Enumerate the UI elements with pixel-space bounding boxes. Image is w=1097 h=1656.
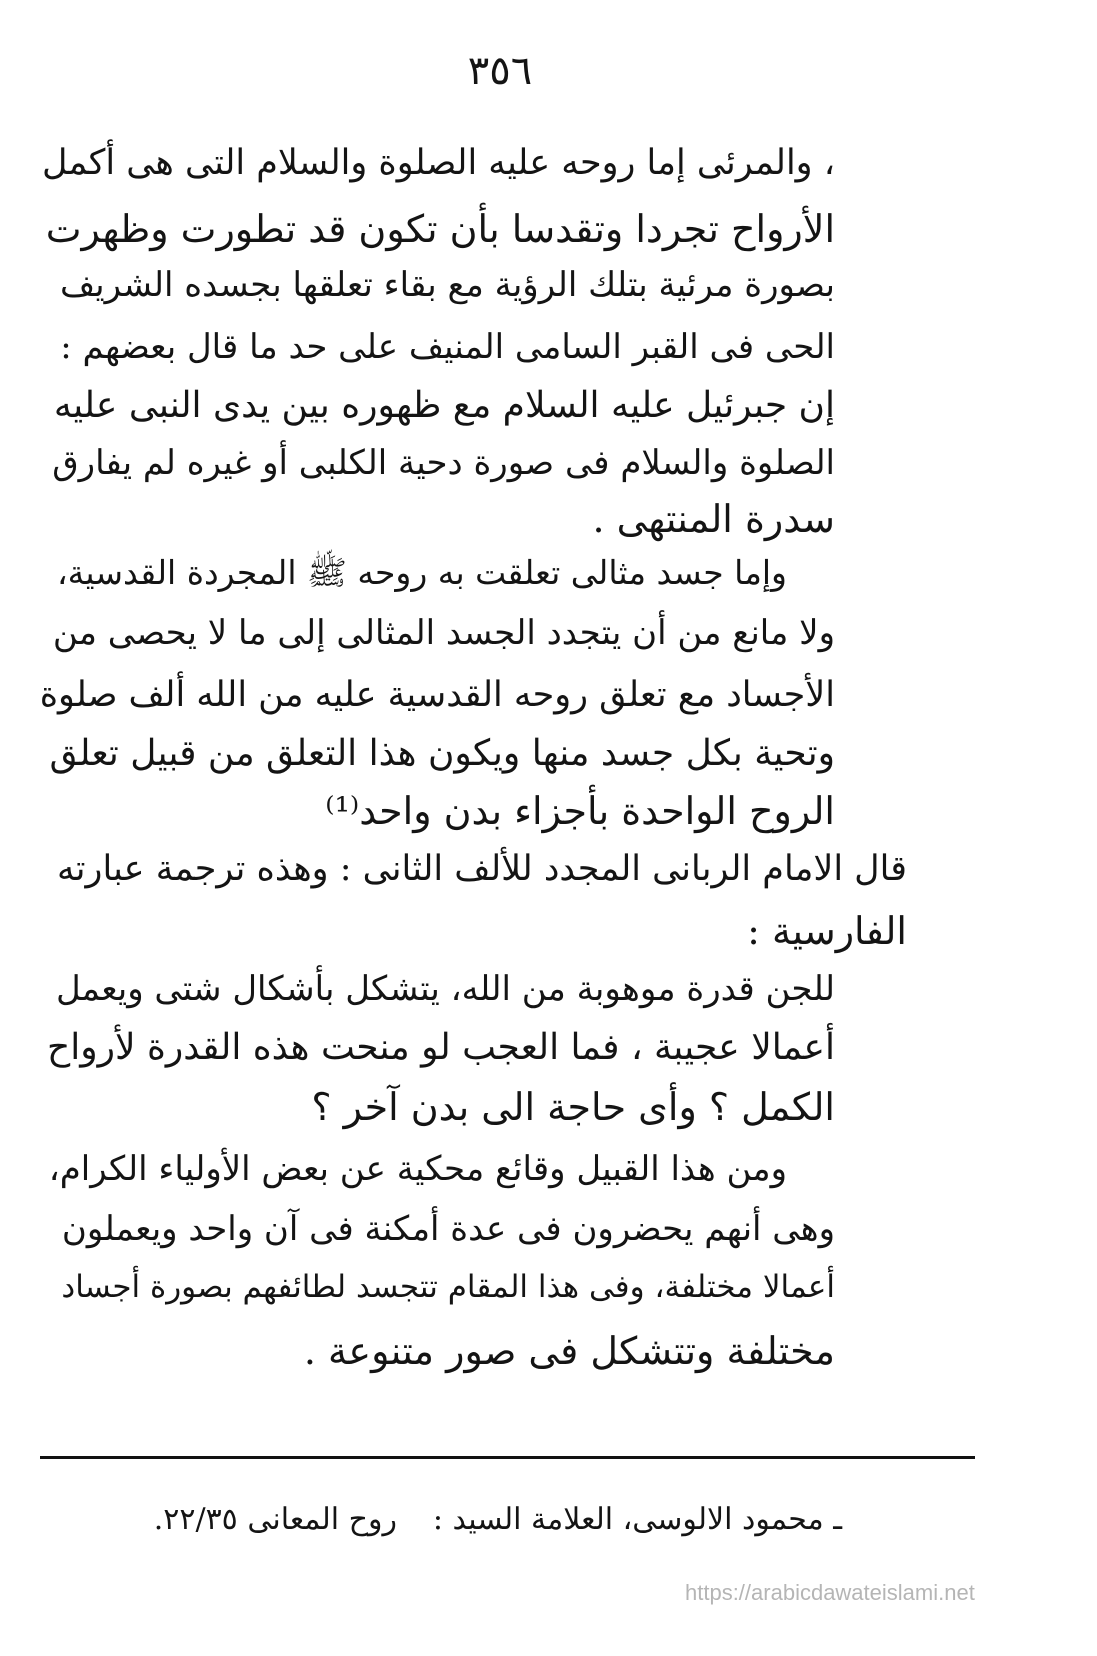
text-line-19: وهى أنهم يحضرون فى عدة أمكنة فى آن واحد ويعملون bbox=[61, 1209, 835, 1249]
quote-line-1: للجن قدرة موهوبة من الله، يتشكل بأشكال شتى ويعمل bbox=[55, 969, 835, 1009]
text-line-9: ولا مانع من أن يتجدد الجسد المثالى إلى ما لا يحصى من bbox=[52, 613, 835, 653]
text-line-11: وتحية بكل جسد منها ويكون هذا التعلق من قبيل تعلق bbox=[49, 733, 835, 774]
footnote-source: روح المعانى ٢٢/٣٥. bbox=[153, 1502, 397, 1537]
text-line-18: ومن هذا القبيل وقائع محكية عن بعض الأولياء الكرام، bbox=[48, 1149, 787, 1189]
text-line-3: بصورة مرئية بتلك الرؤية مع بقاء تعلقها بجسده الشريف bbox=[59, 265, 835, 305]
text-line-21: مختلفة وتتشكل فى صور متنوعة . bbox=[303, 1329, 835, 1373]
quote-line-3: الكمل ؟ وأى حاجة الى بدن آخر ؟ bbox=[311, 1085, 835, 1129]
text-line-1: ، والمرئى إما روحه عليه الصلوة والسلام التى هى أكمل bbox=[41, 143, 835, 183]
watermark-url: https://arabicdawateislami.net bbox=[685, 1580, 975, 1605]
text-line-5: إن جبرئيل عليه السلام مع ظهوره بين يدى النبى عليه bbox=[53, 385, 835, 426]
text-line-8: وإما جسد مثالى تعلقت به روحه ﷺ المجردة القدسية، bbox=[57, 553, 787, 592]
footnote-divider bbox=[40, 1456, 975, 1459]
page-number: ٣٥٦ bbox=[467, 48, 533, 94]
text-line-4: الحى فى القبر السامى المنيف على حد ما قال بعضهم : bbox=[60, 327, 835, 367]
text-line-2: الأرواح تجردا وتقدسا بأن تكون قد تطورت وظهرت bbox=[45, 207, 835, 251]
text-line-12: الروح الواحدة بأجزاء بدن واحد⁽¹⁾ bbox=[325, 789, 835, 833]
text-line-7: سدرة المنتهى . bbox=[592, 497, 835, 541]
quote-line-2: أعمالا عجيبة ، فما العجب لو منحت هذه القدرة لأرواح bbox=[47, 1027, 835, 1068]
footnote-author: ـ محمود الالوسى، العلامة السيد : bbox=[432, 1502, 842, 1537]
text-line-6: الصلوة والسلام فى صورة دحية الكلبى أو غيره لم يفارق bbox=[52, 443, 835, 483]
text-line-10: الأجساد مع تعلق روحه القدسية عليه من الله ألف صلوة bbox=[39, 675, 835, 715]
text-line-20: أعمالا مختلفة، وفى هذا المقام تتجسد لطائفهم بصورة أجساد bbox=[61, 1269, 835, 1305]
text-line-13: قال الامام الربانى المجدد للألف الثانى : وهذه ترجمة عبارته bbox=[57, 849, 907, 889]
text-line-14: الفارسية : bbox=[747, 909, 907, 953]
